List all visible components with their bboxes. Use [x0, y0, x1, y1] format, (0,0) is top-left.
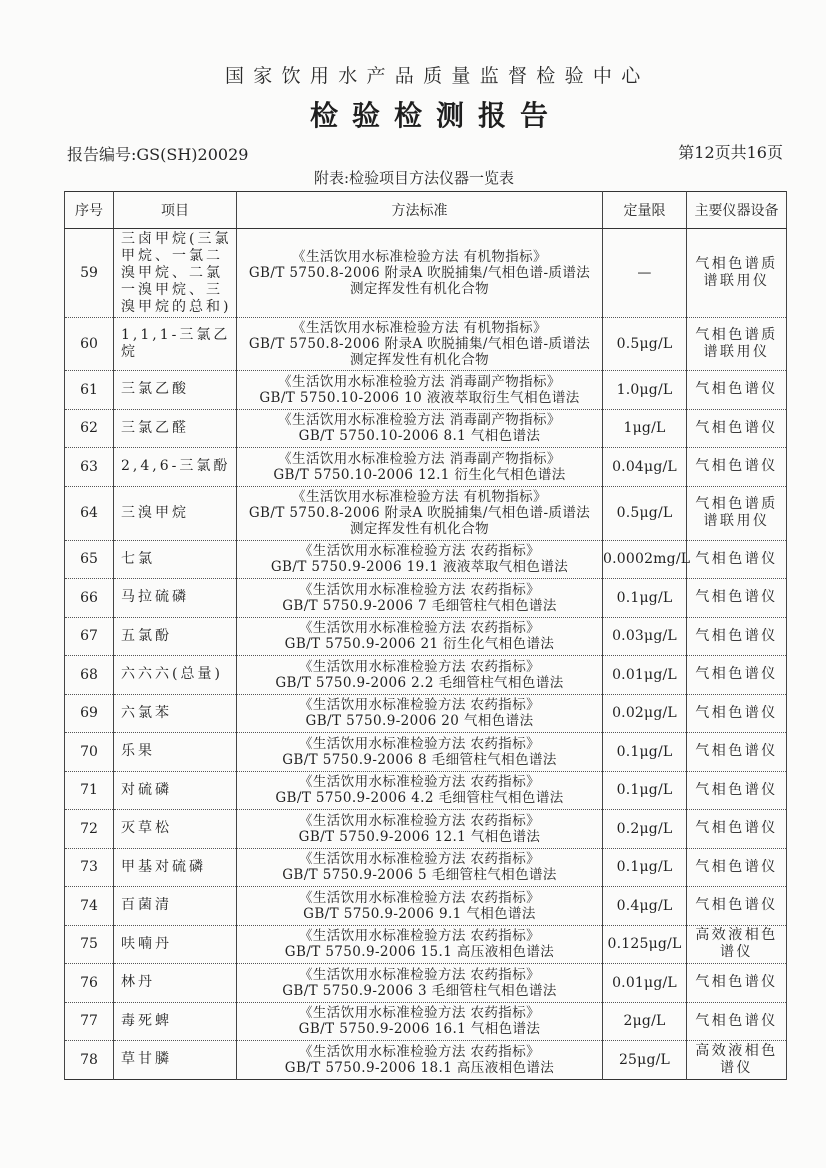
- table-header: [65, 192, 787, 229]
- method-line: GB/T 5750.9-2006 19.1 液液萃取气相色谱法: [270, 559, 569, 576]
- row-number: 59: [65, 229, 114, 318]
- test-item: 百菌清: [114, 887, 237, 926]
- table-body: [65, 229, 787, 1080]
- table-row: [65, 810, 787, 849]
- method-line: 《生活饮用水标准检验方法 农药指标》: [299, 928, 540, 945]
- quantitation-limit: 0.1μg/L: [603, 733, 687, 772]
- method-line: GB/T 5750.9-2006 8 毛细管柱气相色谱法: [282, 751, 557, 768]
- method-standard: [237, 964, 603, 1003]
- test-item: 五氯酚: [114, 617, 237, 656]
- column-header-no: 序号: [65, 192, 114, 229]
- test-item: 2,4,6-三氯酚: [114, 448, 237, 487]
- row-number: 62: [65, 409, 114, 448]
- method-line: GB/T 5750.9-2006 4.2 毛细管柱气相色谱法: [275, 790, 564, 807]
- method-line: GB/T 5750.9-2006 9.1 气相色谱法: [303, 905, 536, 922]
- quantitation-limit: 0.5μg/L: [603, 486, 687, 540]
- method-line: 《生活饮用水标准检验方法 有机物指标》: [292, 489, 547, 505]
- row-number: 65: [65, 540, 114, 579]
- report-title: 检验检测报告: [310, 99, 563, 132]
- method-line: 《生活饮用水标准检验方法 农药指标》: [299, 812, 540, 829]
- method-line: 《生活饮用水标准检验方法 农药指标》: [299, 658, 540, 675]
- row-number: 63: [65, 448, 114, 487]
- method-standard: [237, 617, 603, 656]
- table-row: [65, 229, 787, 318]
- quantitation-limit: 0.1μg/L: [603, 848, 687, 887]
- method-standard: [237, 409, 603, 448]
- method-line: 《生活饮用水标准检验方法 农药指标》: [299, 697, 540, 714]
- test-item: 七氯: [114, 540, 237, 579]
- test-item: 1,1,1-三氯乙烷: [114, 318, 237, 371]
- method-line: 《生活饮用水标准检验方法 消毒副产物指标》: [278, 450, 561, 467]
- row-number: 69: [65, 694, 114, 733]
- method-standard: [237, 540, 603, 579]
- row-number: 60: [65, 318, 114, 371]
- test-item: 六氯苯: [114, 694, 237, 733]
- method-line: 《生活饮用水标准检验方法 农药指标》: [299, 543, 540, 560]
- method-standard: [237, 371, 603, 410]
- main-equipment: 气相色谱仪: [687, 656, 787, 695]
- method-line: GB/T 5750.9-2006 15.1 高压液相色谱法: [284, 944, 555, 961]
- main-equipment: 气相色谱仪: [687, 448, 787, 487]
- table-row: [65, 579, 787, 618]
- quantitation-limit: 1.0μg/L: [603, 371, 687, 410]
- method-line: 《生活饮用水标准检验方法 农药指标》: [299, 774, 540, 791]
- table-row: [65, 371, 787, 410]
- main-equipment: 气相色谱仪: [687, 371, 787, 410]
- quantitation-limit: 0.0002mg/L: [603, 540, 687, 579]
- method-standard: [237, 733, 603, 772]
- row-number: 75: [65, 925, 114, 964]
- quantitation-limit: —: [603, 229, 687, 318]
- method-line: GB/T 5750.8-2006 附录A 吹脱捕集/气相色谱-质谱法: [248, 265, 591, 281]
- method-standard: [237, 848, 603, 887]
- column-header-equipment: 主要仪器设备: [687, 192, 787, 229]
- table-row: [65, 409, 787, 448]
- main-equipment: 气相色谱仪: [687, 409, 787, 448]
- method-line: 测定挥发性有机化合物: [350, 352, 489, 368]
- table-row: [65, 887, 787, 926]
- page-indicator: 第12页共16页: [678, 143, 783, 162]
- test-item: 草甘膦: [114, 1041, 237, 1080]
- method-line: 《生活饮用水标准检验方法 消毒副产物指标》: [278, 412, 561, 429]
- method-standard: [237, 771, 603, 810]
- method-standard: [237, 694, 603, 733]
- method-line: 《生活饮用水标准检验方法 农药指标》: [299, 1005, 540, 1022]
- test-item: 灭草松: [114, 810, 237, 849]
- test-item: 三溴甲烷: [114, 486, 237, 540]
- method-line: GB/T 5750.9-2006 18.1 高压液相色谱法: [284, 1059, 555, 1076]
- table-row: [65, 964, 787, 1003]
- method-line: GB/T 5750.9-2006 7 毛细管柱气相色谱法: [282, 597, 557, 614]
- main-equipment: 气相色谱仪: [687, 694, 787, 733]
- main-equipment: 气相色谱仪: [687, 848, 787, 887]
- method-line: GB/T 5750.9-2006 12.1 气相色谱法: [298, 828, 541, 845]
- method-standard: [237, 1041, 603, 1080]
- method-line: GB/T 5750.10-2006 8.1 气相色谱法: [298, 428, 541, 445]
- header-row: [65, 192, 787, 229]
- quantitation-limit: 0.1μg/L: [603, 579, 687, 618]
- row-number: 68: [65, 656, 114, 695]
- main-equipment: 气相色谱仪: [687, 887, 787, 926]
- quantitation-limit: 0.02μg/L: [603, 694, 687, 733]
- row-number: 77: [65, 1002, 114, 1041]
- method-line: 《生活饮用水标准检验方法 农药指标》: [299, 889, 540, 906]
- main-equipment: 气相色谱仪: [687, 617, 787, 656]
- method-line: 《生活饮用水标准检验方法 农药指标》: [299, 966, 540, 983]
- test-item: 三卤甲烷(三氯甲烷、一氯二溴甲烷、二氯一溴甲烷、三溴甲烷的总和): [114, 229, 237, 318]
- main-equipment: 高效液相色谱仪: [687, 925, 787, 964]
- method-standard: [237, 887, 603, 926]
- table-row: [65, 1041, 787, 1080]
- main-equipment: 气相色谱仪: [687, 810, 787, 849]
- methods-instruments-table: [64, 191, 787, 1080]
- method-line: GB/T 5750.8-2006 附录A 吹脱捕集/气相色谱-质谱法: [248, 505, 591, 521]
- method-line: GB/T 5750.9-2006 21 衍生化气相色谱法: [284, 636, 555, 653]
- method-line: 《生活饮用水标准检验方法 消毒副产物指标》: [278, 373, 561, 390]
- method-standard: [237, 229, 603, 318]
- row-number: 78: [65, 1041, 114, 1080]
- quantitation-limit: 0.125μg/L: [603, 925, 687, 964]
- method-standard: [237, 810, 603, 849]
- test-item: 毒死蜱: [114, 1002, 237, 1041]
- table-row: [65, 733, 787, 772]
- row-number: 72: [65, 810, 114, 849]
- method-line: 《生活饮用水标准检验方法 农药指标》: [299, 620, 540, 637]
- table-caption: 附表:检验项目方法仪器一览表: [314, 169, 515, 187]
- main-equipment: 气相色谱仪: [687, 771, 787, 810]
- column-header-method: 方法标准: [237, 192, 603, 229]
- method-line: 《生活饮用水标准检验方法 农药指标》: [299, 851, 540, 868]
- test-item: 六六六(总量): [114, 656, 237, 695]
- method-line: 《生活饮用水标准检验方法 农药指标》: [299, 735, 540, 752]
- test-item: 甲基对硫磷: [114, 848, 237, 887]
- quantitation-limit: 2μg/L: [603, 1002, 687, 1041]
- method-standard: [237, 925, 603, 964]
- main-equipment: 气相色谱仪: [687, 540, 787, 579]
- table-row: [65, 486, 787, 540]
- table-row: [65, 656, 787, 695]
- main-equipment: 气相色谱仪: [687, 1002, 787, 1041]
- quantitation-limit: 0.2μg/L: [603, 810, 687, 849]
- quantitation-limit: 0.01μg/L: [603, 964, 687, 1003]
- main-equipment: 气相色谱质谱联用仪: [687, 318, 787, 371]
- table-row: [65, 694, 787, 733]
- quantitation-limit: 0.03μg/L: [603, 617, 687, 656]
- main-equipment: 气相色谱仪: [687, 579, 787, 618]
- row-number: 61: [65, 371, 114, 410]
- table-row: [65, 617, 787, 656]
- method-standard: [237, 448, 603, 487]
- column-header-item: 项目: [114, 192, 237, 229]
- method-line: 《生活饮用水标准检验方法 有机物指标》: [292, 249, 547, 265]
- main-equipment: 气相色谱质谱联用仪: [687, 229, 787, 318]
- method-line: GB/T 5750.9-2006 5 毛细管柱气相色谱法: [282, 867, 557, 884]
- method-line: 《生活饮用水标准检验方法 有机物指标》: [292, 320, 547, 336]
- table-row: [65, 448, 787, 487]
- main-equipment: 气相色谱仪: [687, 964, 787, 1003]
- method-line: 测定挥发性有机化合物: [350, 281, 489, 297]
- quantitation-limit: 0.4μg/L: [603, 887, 687, 926]
- table-row: [65, 540, 787, 579]
- table-row: [65, 318, 787, 371]
- method-line: GB/T 5750.10-2006 12.1 衍生化气相色谱法: [273, 466, 566, 483]
- method-standard: [237, 579, 603, 618]
- test-item: 三氯乙酸: [114, 371, 237, 410]
- quantitation-limit: 0.01μg/L: [603, 656, 687, 695]
- quantitation-limit: 1μg/L: [603, 409, 687, 448]
- row-number: 64: [65, 486, 114, 540]
- table-row: [65, 771, 787, 810]
- method-line: GB/T 5750.9-2006 2.2 毛细管柱气相色谱法: [275, 674, 564, 691]
- row-number: 70: [65, 733, 114, 772]
- organization-title: 国家饮用水产品质量监督检验中心: [225, 65, 650, 87]
- main-equipment: 高效液相色谱仪: [687, 1041, 787, 1080]
- row-number: 76: [65, 964, 114, 1003]
- method-line: GB/T 5750.10-2006 10 液液萃取衍生气相色谱法: [259, 389, 580, 406]
- method-line: GB/T 5750.9-2006 3 毛细管柱气相色谱法: [282, 982, 557, 999]
- test-item: 林丹: [114, 964, 237, 1003]
- quantitation-limit: 0.04μg/L: [603, 448, 687, 487]
- method-standard: [237, 656, 603, 695]
- table-row: [65, 848, 787, 887]
- method-standard: [237, 318, 603, 371]
- test-item: 马拉硫磷: [114, 579, 237, 618]
- row-number: 74: [65, 887, 114, 926]
- method-line: GB/T 5750.8-2006 附录A 吹脱捕集/气相色谱-质谱法: [248, 336, 591, 352]
- row-number: 67: [65, 617, 114, 656]
- row-number: 73: [65, 848, 114, 887]
- method-line: 测定挥发性有机化合物: [350, 521, 489, 537]
- quantitation-limit: 0.1μg/L: [603, 771, 687, 810]
- method-standard: [237, 486, 603, 540]
- method-line: GB/T 5750.9-2006 16.1 气相色谱法: [298, 1021, 541, 1038]
- main-equipment: 气相色谱质谱联用仪: [687, 486, 787, 540]
- table-row: [65, 925, 787, 964]
- quantitation-limit: 0.5μg/L: [603, 318, 687, 371]
- column-header-limit: 定量限: [603, 192, 687, 229]
- main-equipment: 气相色谱仪: [687, 733, 787, 772]
- test-item: 呋喃丹: [114, 925, 237, 964]
- test-item: 对硫磷: [114, 771, 237, 810]
- method-standard: [237, 1002, 603, 1041]
- method-line: GB/T 5750.9-2006 20 气相色谱法: [305, 713, 534, 730]
- test-item: 乐果: [114, 733, 237, 772]
- row-number: 71: [65, 771, 114, 810]
- report-number: 报告编号:GS(SH)20029: [67, 145, 249, 164]
- test-item: 三氯乙醛: [114, 409, 237, 448]
- method-line: 《生活饮用水标准检验方法 农药指标》: [299, 581, 540, 598]
- method-line: 《生活饮用水标准检验方法 农药指标》: [299, 1043, 540, 1060]
- row-number: 66: [65, 579, 114, 618]
- table-row: [65, 1002, 787, 1041]
- quantitation-limit: 25μg/L: [603, 1041, 687, 1080]
